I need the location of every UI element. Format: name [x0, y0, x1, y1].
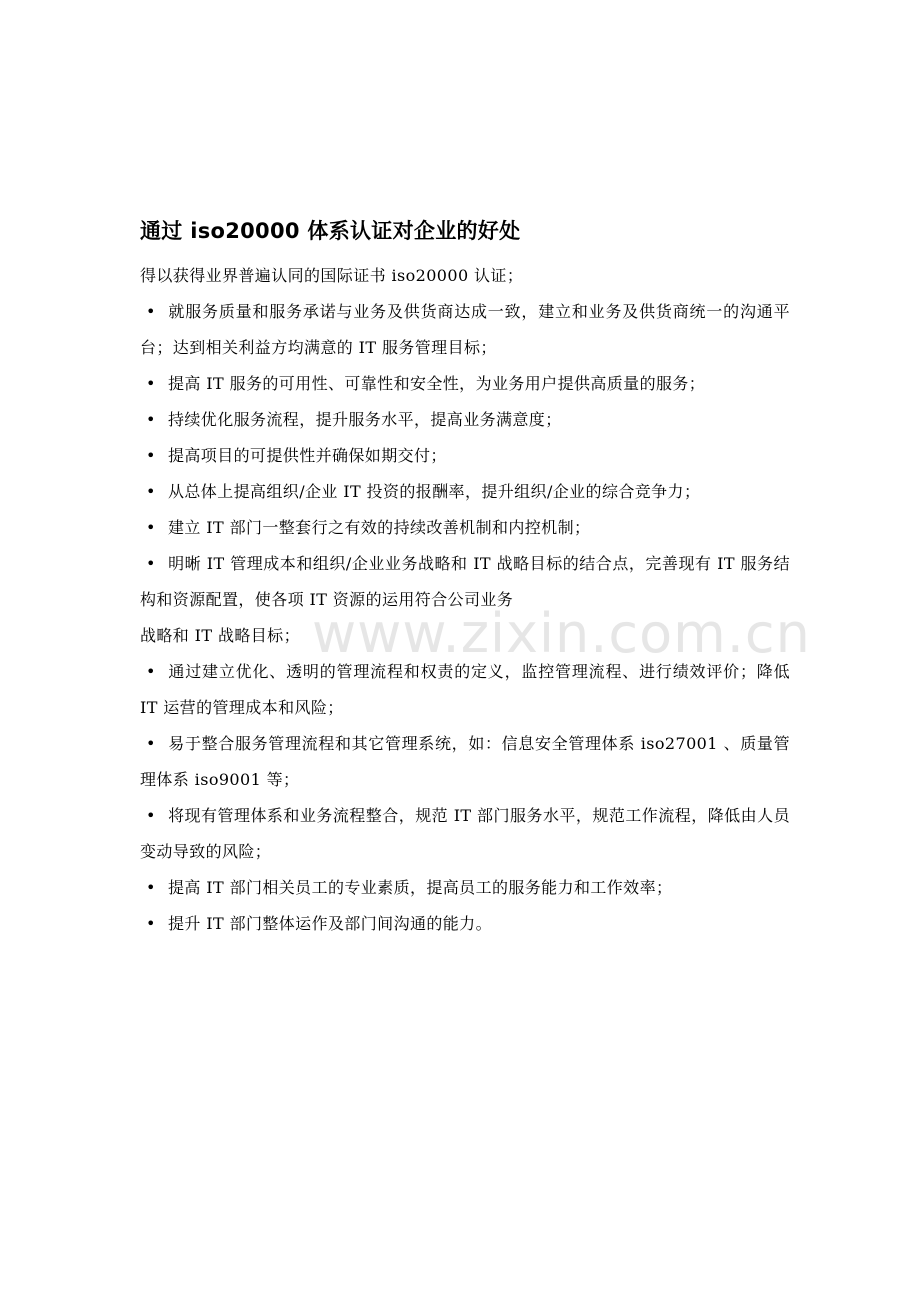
intro-line: 得以获得业界普遍认同的国际证书 iso20000 认证； [140, 266, 524, 285]
list-item-text: 持续优化服务流程，提升服务水平，提高业务满意度； [168, 410, 562, 429]
list-item [140, 474, 790, 510]
bullet-icon: • [146, 410, 156, 429]
bullet-icon: • [146, 482, 156, 501]
list-item-text: 提高项目的可提供性并确保如期交付； [168, 446, 447, 465]
list-item-text: 从总体上提高组织/企业 IT 投资的报酬率，提升组织/企业的综合竞争力； [168, 482, 701, 501]
bullet-icon: • [146, 554, 156, 573]
watermark: www.zixin.com.cn [312, 602, 811, 665]
bullet-icon: • [146, 518, 156, 537]
bullet-icon: • [146, 734, 156, 753]
list-item-text: 易于整合服务管理流程和其它管理系统，如：信息安全管理体系 iso27001 、质量管理体系 iso9001 等； [140, 734, 790, 789]
bullet-icon: • [146, 806, 156, 825]
bullet-icon: • [146, 878, 156, 897]
list-item-text: 明晰 IT 管理成本和组织/企业业务战略和 IT 战略目标的结合点，完善现有 IT 服务结构和资源配置，使各项 IT 资源的运用符合公司业务 [140, 554, 790, 609]
bullet-icon: • [146, 374, 156, 393]
list-item [140, 870, 790, 906]
list-item [140, 546, 790, 618]
document-title: 通过 iso20000 体系认证对企业的好处 [140, 219, 521, 243]
list-item-text: 提高 IT 服务的可用性、可靠性和安全性，为业务用户提供高质量的服务； [168, 374, 706, 393]
list-item [140, 438, 790, 474]
continuation-line: 战略和 IT 战略目标； [140, 626, 300, 645]
bullet-icon: • [146, 662, 156, 681]
document-body [140, 216, 790, 942]
bullet-icon: • [146, 446, 156, 465]
list-item-text: 提升 IT 部门整体运作及部门间沟通的能力。 [168, 914, 492, 933]
list-item [140, 510, 790, 546]
list-item-text: 就服务质量和服务承诺与业务及供货商达成一致，建立和业务及供货商统一的沟通平台；达到相关利益方均满意的 IT 服务管理目标； [140, 302, 790, 357]
list-item [140, 906, 790, 942]
list-item-text: 提高 IT 部门相关员工的专业素质，提高员工的服务能力和工作效率； [168, 878, 673, 897]
list-item [140, 654, 790, 726]
list-item [140, 798, 790, 870]
list-item-text: 将现有管理体系和业务流程整合，规范 IT 部门服务水平，规范工作流程，降低由人员变动导致的风险； [140, 806, 790, 861]
list-item [140, 402, 790, 438]
list-item [140, 366, 790, 402]
list-item-text: 建立 IT 部门一整套行之有效的持续改善机制和内控机制； [168, 518, 591, 537]
bullet-icon: • [146, 914, 156, 933]
list-item [140, 726, 790, 798]
bullet-icon: • [146, 302, 156, 321]
list-item [140, 294, 790, 366]
list-item-text: 通过建立优化、透明的管理流程和权责的定义，监控管理流程、进行绩效评价；降低 IT 运营的管理成本和风险； [140, 662, 790, 717]
